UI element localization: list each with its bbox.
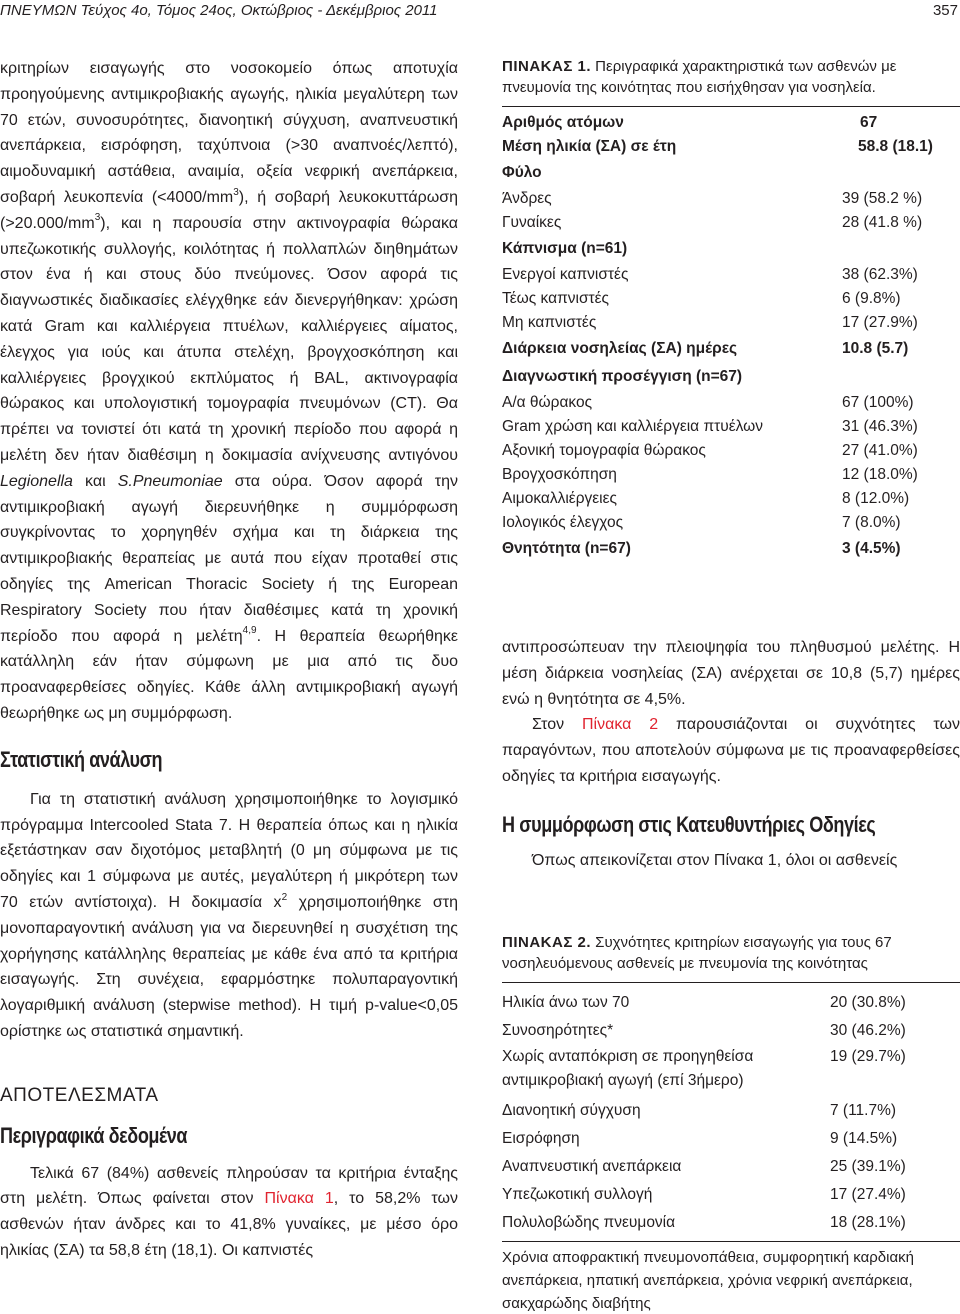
table2-row-label: Χωρίς ανταπόκριση σε προηγηθείσα αντιμικροβιακή αγωγή (επί 3ήμερο) (502, 1047, 754, 1089)
table2-row (502, 1097, 960, 1125)
table2-row-value: 7 (11.7%) (830, 1101, 897, 1119)
paragraph-table2-ref: Στον Πίνακα 2 παρουσιάζονται οι συχνότητες των παραγόντων, που αποτελούν σύμφωνα με τις προαναφερθείσες οδηγίες τα κριτήρια εισαγωγής. (502, 716, 960, 785)
table1-row-value: 7 (8.0%) (842, 514, 901, 531)
table1-row (502, 311, 960, 335)
table1-row (502, 263, 960, 287)
table1-row-value: 3 (4.5%) (842, 540, 901, 557)
table2-row (502, 1209, 960, 1237)
table1-row (502, 363, 960, 391)
table1-row (502, 463, 960, 487)
table1-row-label: Τέως καπνιστές (502, 290, 610, 307)
table1-row-value: 17 (27.9%) (842, 314, 918, 331)
table1-row (502, 235, 960, 263)
table2-link[interactable]: Πίνακα 2 (581, 716, 659, 734)
journal-header: ΠΝΕΥΜΩΝ Τεύχος 4ο, Τόμος 24ος, Οκτώβριος - Δεκέμβριος 2011 (0, 2, 438, 19)
table2-row-label: Ηλικία άνω των 70 (502, 993, 630, 1011)
heading-statistical-analysis: Στατιστική ανάλυση (0, 746, 163, 772)
table2-top-rule (502, 982, 960, 983)
table1-row (502, 135, 960, 159)
table1-row-value: 28 (41.8 %) (842, 214, 923, 231)
table2-footnote: Χρόνια αποφρακτική πνευμονοπάθεια, συμφορητική καρδιακή ανεπάρκεια, ηπατική ανεπάρκεια, χρόνια νεφρική ανεπάρκεια, σακχαρώδης διαβήτης (502, 1248, 914, 1312)
table1-row (502, 487, 960, 511)
heading-guideline-compliance: Η συμμόρφωση στις Κατευθυντήριες Οδηγίες (502, 811, 876, 837)
table1-row (502, 159, 960, 187)
table1-row-value: 67 (100%) (842, 394, 914, 411)
table1-row-label: Άνδρες (502, 190, 552, 207)
table1-row-label: Αιμοκαλλιέργειες (502, 490, 618, 507)
table2-row-value: 9 (14.5%) (830, 1129, 898, 1147)
table1-row (502, 535, 960, 563)
table2-row-label: Συνοσηρότητες* (502, 1021, 614, 1039)
table1-row-value: 67 (860, 114, 878, 131)
table1-caption: ΠΙΝΑΚΑΣ 1. Περιγραφικά χαρακτηριστικά των ασθενών με πνευμονία της κοινότητας που εισήχθησαν για νοσηλεία. (502, 58, 897, 96)
table1-row-label: Θνητότητα (n=67) (502, 540, 631, 557)
table1-row (502, 187, 960, 211)
table2-row-label: Εισρόφηση (502, 1129, 580, 1147)
table1-row-label: Φύλο (502, 164, 542, 181)
paragraph-compliance: Όπως απεικονίζεται στον Πίνακα 1, όλοι οι ασθενείς (532, 851, 898, 869)
table2-row-value: 20 (30.8%) (830, 993, 906, 1011)
table1-row-value: 8 (12.0%) (842, 490, 910, 507)
table1-row-label: Ιολογικός έλεγχος (502, 514, 624, 531)
table1-row-label: Αριθμός ατόμων (502, 114, 624, 131)
table1-row-value: 10.8 (5.7) (842, 340, 909, 357)
table1-row-label: Κάπνισμα (n=61) (502, 240, 628, 257)
table2-row-value: 19 (29.7%) (830, 1047, 906, 1065)
table1-row-label: Βρογχοσκόπηση (502, 466, 617, 483)
table1-row-label: Α/α θώρακος (502, 394, 593, 411)
heading-results: ΑΠΟΤΕΛΕΣΜΑΤΑ (0, 1084, 159, 1106)
table2-row-label: Αναπνευστική ανεπάρκεια (502, 1157, 682, 1175)
table1-row (502, 511, 960, 535)
table2-row (502, 1153, 960, 1181)
table2 (502, 989, 960, 1237)
table1-row-value: 6 (9.8%) (842, 290, 901, 307)
table1-link[interactable]: Πίνακα 1 (264, 1190, 334, 1208)
table1-row-label: Ενεργοί καπνιστές (502, 266, 629, 283)
table1-row-value: 12 (18.0%) (842, 466, 918, 483)
paragraph-methods: κριτηρίων εισαγωγής στο νοσοκομείο όπως αποτυχία προηγούμενης αντιμικροβιακής αγωγής, ηλικία μεγαλύτερη των 70 ετών, συνοσυρότητες, διανοητική σύγχυση, αναπνευστική ανεπάρκεια, εισρόφηση, ταχύπνοια (>30 αναπνοές/λεπτό), αιμοδυναμική αστάθεια, αναιμία, οξεία νεφρική ανεπάρκεια, σοβαρή λευκοπενία $(<4000/mm^3)$, ή σοβαρή λευκοκυττάρωση $(>20.000/mm^3)$, και η παρουσία στην ακτινογραφία θώρακα υπεζωκοτικής συλλογής, κοιλότητας ή πολλαπλών διηθημάτων στον ένα ή και στους δύο πνεύμονες. Όσον αφορά τις διαγνωστικές διαδικασίες ελέγχθηκε εάν διενεργήθηκαν: χρώση κατά Gram και καλλιέργεια πτυέλων, καλλιέργειες αίματος, έλεγχος για ιούς και άτυπα στελέχη, βρογχοσκόπηση και καλλιέργειες βρογχικού εκπλύματος ή BAL, ακτινογραφία θώρακος και υπολογιστική τομογραφία πνευμόνων (CT). Θα πρέπει να τονιστεί ότι κατά τη χρονική περίοδο που αφορά η μελέτη δεν ήταν διαθέσιμη η δοκιμασία ανίχνευσης αντιγόνου Legionella και S.Pneumoniae στα ούρα. Όσον αφορά την αντιμικροβιακή αγωγή διερευνήθηκε η συμμόρφωση συγκρίνοντας το χορηγηθέν σχήμα και τη διάρκεια της αντιμικροβιακής θεραπείας με αυτά που είχαν προταθεί στις οδηγίες της American Thoracic Society ή της European Respiratory Society που ήταν διαθέσιμες κατά τη χρονική περίοδο που αφορά η μελέτη$^{4,9}$. Η θεραπεία θεωρήθηκε κατάλληλη εάν ήταν σύμφωνη με μια από τις δυο προαναφερθείσες οδηγίες. Κάθε άλλη αντιμικροβιακή αγωγή θεωρήθηκε ως μη συμμόρφωση. (0, 60, 459, 722)
table2-row-value: 30 (46.2%) (830, 1021, 906, 1039)
table2-row-value: 18 (28.1%) (830, 1213, 906, 1231)
page-number: 357 (932, 2, 958, 19)
table1-row (502, 287, 960, 311)
paragraph-continuation: αντιπροσώπευαν την πλειοψηφία του πληθυσμού μελέτης. Η μέση διάρκεια νοσηλείας (ΣΑ) ανέρχεται σε 10,8 (5,7) ημέρες ενώ η θνητότητα σε 4,5%. (502, 639, 960, 708)
table2-row (502, 989, 960, 1017)
paragraph-statistics: Για τη στατιστική ανάλυση χρησιμοποιήθηκε το λογισμικό πρόγραμμα Intercooled Stata 7. Η θεραπεία όπως και η ηλικία εξετάστηκαν σαν διχοτόμος μεταβλητή (0 μη σύμφωνα με τις οδηγίες και 1 σύμφωνα με αυτές, μεγαλύτερη ή μικρότερη των 70 ετών αντίστοιχα). Η δοκιμασία $x^2$ χρησιμοποιήθηκε στη μονοπαραγοντική ανάλυση για να διερευνηθεί η συσχέτιση της χορήγησης κατάλληλης θεραπείας με κάθε ένα από τα κριτήρια εισαγωγής. Στη συνέχεια, εφαρμόστηκε πολυπαραγοντική λογαριθμική ανάλυση (stepwise method). Η τιμή p-value<0,05 ορίστηκε ως στατιστικά σημαντική. (0, 790, 459, 1040)
table1-row-value: 58.8 (18.1) (858, 138, 933, 155)
table2-caption: ΠΙΝΑΚΑΣ 2. Συχνότητες κριτηρίων εισαγωγής για τους 67 νοσηλευόμενους ασθενείς με πνευμονία της κοινότητας (502, 933, 892, 972)
table1-row (502, 439, 960, 463)
table1-row (502, 391, 960, 415)
table1-top-rule (502, 106, 960, 107)
table2-row-label: Υπεζωκοτική συλλογή (502, 1185, 653, 1203)
table1-row (502, 111, 960, 135)
table1-row-value: 38 (62.3%) (842, 266, 918, 283)
left-column (0, 56, 458, 1264)
table1-row-label: Μη καπνιστές (502, 314, 597, 331)
table2-row (502, 1017, 960, 1045)
table1-row-label: Μέση ηλικία (ΣΑ) σε έτη (502, 138, 677, 155)
table2-row (502, 1125, 960, 1153)
table1-row (502, 415, 960, 439)
table1 (502, 111, 960, 563)
table1-row-label: Αξονική τομογραφία θώρακος (502, 442, 706, 459)
table1-row-label: Gram χρώση και καλλιέργεια πτυέλων (502, 418, 764, 435)
table2-bottom-rule (502, 1241, 960, 1242)
table2-row-label: Πολυλοβώδης πνευμονία (502, 1213, 676, 1231)
table1-row-label: Διάρκεια νοσηλείας (ΣΑ) ημέρες (502, 340, 738, 357)
table1-row (502, 335, 960, 363)
table2-row (502, 1181, 960, 1209)
heading-descriptive-data: Περιγραφικά δεδομένα (0, 1122, 188, 1148)
table1-row-label: Γυναίκες (502, 214, 562, 231)
table1-row (502, 211, 960, 235)
right-column (502, 56, 960, 1314)
table1-row-value: 31 (46.3%) (842, 418, 918, 435)
table2-row (502, 1045, 960, 1097)
table1-row-value: 27 (41.0%) (842, 442, 918, 459)
paragraph-descriptive: Τελικά 67 (84%) ασθενείς πληρούσαν τα κριτήρια ένταξης στη μελέτη. Όπως φαίνεται στον Πίνακα 1, το 58,2% των ασθενών ήταν άνδρες και το 41,8% γυναίκες, με μέσο όρο ηλικίας (ΣΑ) τα 58,8 έτη (18,1). Οι καπνιστές (0, 1164, 458, 1260)
table1-row-label: Διαγνωστική προσέγγιση (n=67) (502, 368, 743, 385)
table2-row-value: 25 (39.1%) (830, 1157, 906, 1175)
table2-row-label: Διανοητική σύγχυση (502, 1101, 641, 1119)
table2-row-value: 17 (27.4%) (830, 1185, 906, 1203)
table1-row-value: 39 (58.2 %) (842, 190, 923, 207)
